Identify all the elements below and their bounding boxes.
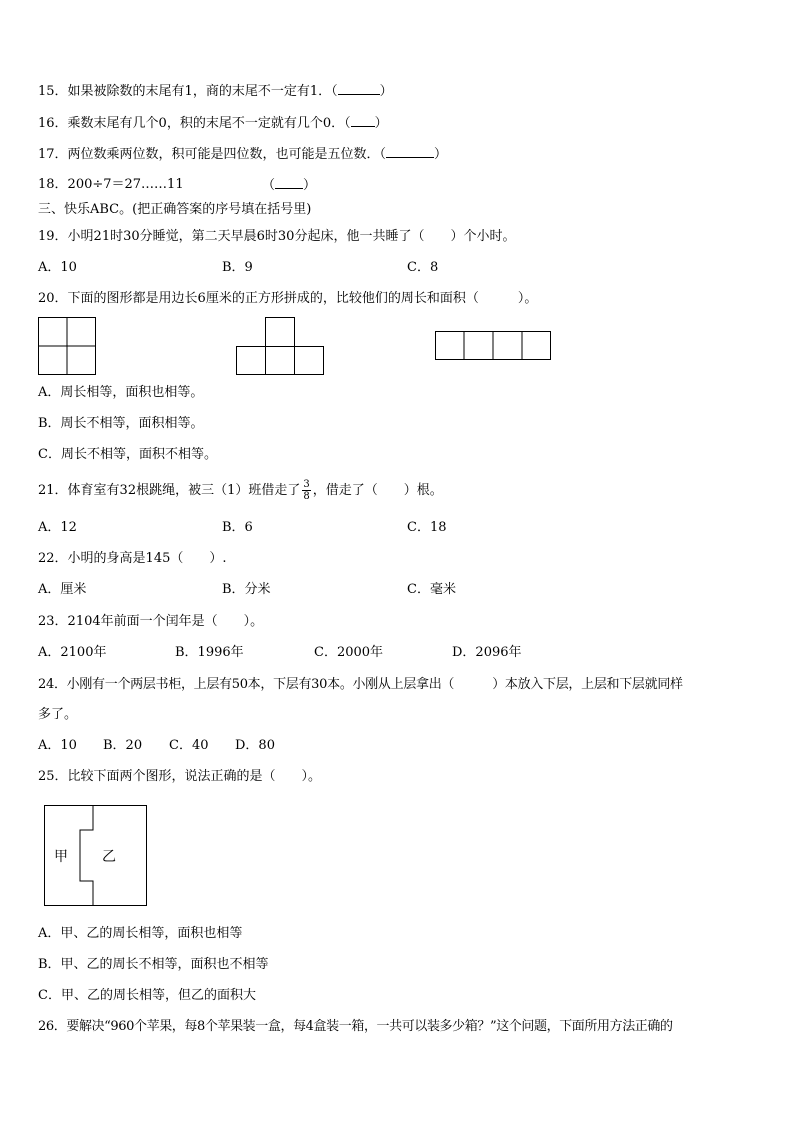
question-22-text: 22．小明的身高是145（ ）. xyxy=(38,551,227,566)
q23-option-d[interactable]: D．2096年 xyxy=(452,645,522,660)
question-19-text: 19．小明21时30分睡觉，第二天早晨6时30分起床，他一共睡了（ ）个小时。 xyxy=(38,229,516,244)
q22-option-c[interactable]: C．毫米 xyxy=(407,582,456,597)
question-17: 17．两位数乘两位数，积可能是四位数，也可能是五位数．（ ） xyxy=(38,147,448,162)
section-heading: 三、快乐ABC。(把正确答案的序号填在括号里) xyxy=(38,202,312,217)
q23-option-c[interactable]: C．2000年 xyxy=(314,645,384,660)
question-24-text-line1: 24．小刚有一个两层书柜，上层有50本，下层有30本。小刚从上层拿出（ ）本放入下层，上层和下层就同样 xyxy=(38,677,683,692)
figure-row-of-squares xyxy=(435,331,551,361)
question-16: 16．乘数末尾有几个0，积的末尾不一定就有几个0．（ ） xyxy=(38,116,388,131)
q22-option-b[interactable]: B．分米 xyxy=(222,582,271,597)
question-21 xyxy=(38,478,443,504)
q25-option-c[interactable]: C．甲、乙的周长相等，但乙的面积大 xyxy=(38,988,256,1003)
answer-blank-16[interactable] xyxy=(351,114,375,127)
q19-option-c[interactable]: C．8 xyxy=(407,260,439,275)
q24-option-c[interactable]: C．40 xyxy=(169,738,209,753)
q19-option-b[interactable]: B．9 xyxy=(222,260,253,275)
question-21-text-after: ，借走了（ ）根。 xyxy=(312,483,443,498)
answer-blank-17[interactable] xyxy=(386,145,434,158)
figure-2x2-squares xyxy=(38,317,96,375)
answer-blank-15[interactable] xyxy=(338,82,380,95)
question-17-text: 17．两位数乘两位数，积可能是四位数，也可能是五位数．（ xyxy=(38,147,387,162)
q21-option-c[interactable]: C．18 xyxy=(407,520,447,535)
question-16-text: 16．乘数末尾有几个0，积的末尾不一定就有几个0．（ xyxy=(38,116,351,131)
q22-option-a[interactable]: A．厘米 xyxy=(38,582,87,597)
question-21-text-before: 21．体育室有32根跳绳，被三（1）班借走了 xyxy=(38,483,301,498)
q21-option-a[interactable]: A．12 xyxy=(38,520,77,535)
q20-option-c[interactable]: C．周长不相等，面积不相等。 xyxy=(38,447,217,462)
question-18 xyxy=(38,176,184,194)
q20-option-a[interactable]: A．周长相等，面积也相等。 xyxy=(38,385,204,400)
figure-label-jia: 甲 xyxy=(54,849,68,865)
figure-label-yi: 乙 xyxy=(102,849,116,865)
question-26-text: 26．要解决“960个苹果，每8个苹果装一盒，每4盒装一箱，一共可以装多少箱？”这个问题，下面所用方法正确的 xyxy=(38,1019,673,1034)
answer-blank-18[interactable] xyxy=(275,176,303,189)
q25-option-b[interactable]: B．甲、乙的周长不相等，面积也不相等 xyxy=(38,957,269,972)
q24-option-d[interactable]: D．80 xyxy=(235,738,275,753)
q20-option-b[interactable]: B．周长不相等，面积相等。 xyxy=(38,416,204,431)
q23-option-b[interactable]: B．1996年 xyxy=(175,645,244,660)
figure-jia-yi-split-rectangle xyxy=(44,805,148,907)
q21-option-b[interactable]: B．6 xyxy=(222,520,253,535)
figure-t-shape-squares xyxy=(236,317,325,375)
question-15: 15．如果被除数的末尾有1，商的末尾不一定有1．（ ） xyxy=(38,84,393,99)
question-23-text: 23．2104年前面一个闰年是（ ）。 xyxy=(38,614,264,629)
question-20-text: 20．下面的图形都是用边长6厘米的正方形拼成的，比较他们的周长和面积（ ）。 xyxy=(38,291,538,306)
q19-option-a[interactable]: A．10 xyxy=(38,260,77,275)
question-24-text-line2: 多了。 xyxy=(38,707,78,722)
fraction-three-eighths: $\frac{3}{8}$ xyxy=(303,479,310,502)
q24-option-b[interactable]: B．20 xyxy=(103,738,143,753)
q25-option-a[interactable]: A．甲、乙的周长相等，面积也相等 xyxy=(38,926,243,941)
question-18-text: 18．200÷7＝27……11 xyxy=(38,177,184,192)
question-25-text: 25．比较下面两个图形，说法正确的是（ ）。 xyxy=(38,769,322,784)
question-15-text: 15．如果被除数的末尾有1，商的末尾不一定有1．（ xyxy=(38,84,338,99)
answer-paren-18: （ ） xyxy=(262,178,317,193)
q23-option-a[interactable]: A．2100年 xyxy=(38,645,107,660)
q24-option-a[interactable]: A．10 xyxy=(38,738,77,753)
